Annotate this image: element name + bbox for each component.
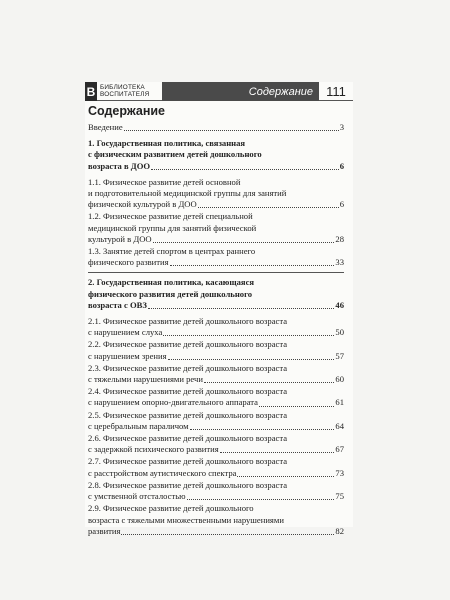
dot-leader — [237, 476, 334, 477]
toc-entry-text-line: с физическим развитием детей дошкольного — [88, 149, 262, 160]
toc-entry-text-line: 2.2. Физическое развитие детей дошкольного возраста — [88, 339, 288, 350]
toc-entry-last-line — [88, 234, 344, 245]
section-title-band — [162, 82, 319, 101]
toc-section-1-list — [88, 177, 344, 269]
toc-entry[interactable] — [88, 456, 344, 478]
toc-entry-text-line: 1.3. Занятие детей спортом в центрах раннего — [88, 246, 256, 257]
logo-letter: В — [86, 84, 96, 99]
toc-entry-last-line — [88, 526, 344, 537]
toc-page-number: 75 — [335, 491, 344, 502]
toc-entry-last-line — [88, 122, 344, 133]
toc-page-number: 28 — [335, 233, 344, 244]
toc-entry-last-line — [88, 199, 344, 210]
toc-entry-text: с умственной отсталостью — [88, 491, 186, 502]
toc-entry[interactable] — [88, 503, 344, 537]
dot-leader — [170, 265, 335, 266]
toc-entry-text-line: 1. Государственная политика, связанная — [88, 138, 246, 149]
dot-leader — [148, 308, 334, 309]
toc-entry-last-line — [88, 397, 344, 408]
toc-entry-text-line: медицинской группы для занятий физической — [88, 222, 257, 233]
toc-entry[interactable] — [88, 177, 344, 211]
toc-entry-last-line — [88, 421, 344, 432]
toc-page-number: 73 — [335, 467, 344, 478]
toc-entry-text-line: возраста с тяжелыми множественными нарушениями — [88, 514, 284, 525]
toc-entry-text: с нарушением зрения — [88, 350, 167, 361]
toc-entry-text-line: 1.1. Физическое развитие детей основной — [88, 176, 241, 187]
toc-entry[interactable] — [88, 246, 344, 268]
series-name — [97, 82, 162, 101]
toc-page-number: 50 — [335, 327, 344, 338]
series-line-1: БИБЛИОТЕКА — [100, 83, 145, 91]
toc-entry-text-line: 2.5. Физическое развитие детей дошкольного возраста — [88, 409, 288, 420]
toc-entry-last-line — [88, 161, 344, 172]
toc-entry-last-line — [88, 468, 344, 479]
dot-leader — [187, 499, 335, 500]
toc-entry-last-line — [88, 374, 344, 385]
dot-leader — [190, 429, 335, 430]
dot-leader — [151, 169, 339, 170]
toc-entry-text: Введение — [88, 122, 123, 132]
toc-entry-last-line — [88, 300, 344, 311]
dot-leader — [220, 452, 335, 453]
toc-entry-last-line — [88, 327, 344, 338]
toc-chapter-1[interactable] — [88, 138, 344, 172]
toc-entry[interactable] — [88, 386, 344, 408]
toc-page-number: 61 — [335, 397, 344, 408]
toc-entry-text: культурой в ДОО — [88, 233, 152, 244]
toc-entry-text-line: физического развития детей дошкольного — [88, 288, 253, 299]
toc-entry-text: физической культурой в ДОО — [88, 199, 197, 210]
toc-entry[interactable] — [88, 480, 344, 502]
table-of-contents — [88, 104, 344, 538]
toc-entry-last-line — [88, 444, 344, 455]
toc-page-number: 82 — [335, 525, 344, 536]
toc-page-number: 33 — [335, 257, 344, 268]
toc-entry-text-line: 2.3. Физическое развитие детей дошкольного возраста — [88, 362, 288, 373]
dot-leader — [168, 359, 335, 360]
toc-section-2-list — [88, 316, 344, 537]
toc-entry-text-line: 2.9. Физическое развитие детей дошкольного — [88, 503, 254, 514]
toc-page-number: 6 — [339, 160, 344, 171]
toc-entry-text: возраста с ОВЗ — [88, 299, 147, 310]
toc-entry-text-line: 1.2. Физическое развитие детей специальной — [88, 211, 253, 222]
toc-entry-text: физического развития — [88, 257, 169, 268]
toc-chapter-2[interactable] — [88, 277, 344, 311]
toc-entry-last-line — [88, 351, 344, 362]
toc-page-number: 64 — [335, 420, 344, 431]
dot-leader — [198, 207, 339, 208]
toc-entry-text: с тяжелыми нарушениями речи — [88, 374, 203, 385]
toc-entry-intro[interactable] — [88, 122, 344, 133]
chapter-divider — [88, 272, 344, 273]
page-header — [85, 82, 353, 101]
toc-entry-text: развития — [88, 525, 121, 536]
series-line-2: ВОСПИТАТЕЛЯ — [100, 91, 150, 98]
toc-page-number: 3 — [339, 122, 344, 132]
toc-entry[interactable] — [88, 363, 344, 385]
toc-entry-text-line: 2.1. Физическое развитие детей дошкольного возраста — [88, 316, 288, 327]
toc-entry[interactable] — [88, 410, 344, 432]
dot-leader — [124, 130, 339, 131]
toc-page-number: 67 — [335, 444, 344, 455]
dot-leader — [121, 534, 334, 535]
toc-entry-text: с расстройством аутистического спектра — [88, 467, 237, 478]
toc-entry-text: с задержкой психического развития — [88, 444, 219, 455]
dot-leader — [204, 382, 334, 383]
toc-entry-text-line: 2.4. Физическое развитие детей дошкольного возраста — [88, 386, 288, 397]
toc-entry-text-line: 2.8. Физическое развитие детей дошкольного возраста — [88, 479, 288, 490]
toc-entry[interactable] — [88, 433, 344, 455]
toc-page-number: 46 — [335, 299, 344, 310]
toc-entry[interactable] — [88, 211, 344, 245]
toc-entry-text-line: 2.7. Физическое развитие детей дошкольного возраста — [88, 456, 288, 467]
dot-leader — [163, 335, 334, 336]
toc-heading: Содержание — [88, 104, 166, 118]
toc-entry-text-line: и подготовительной медицинской группы для занятий — [88, 188, 287, 199]
toc-page-number: 57 — [335, 350, 344, 361]
toc-entry-text: с нарушением опорно-двигательного аппарата — [88, 397, 258, 408]
toc-entry-text-line: 2.6. Физическое развитие детей дошкольного возраста — [88, 433, 288, 444]
toc-page-number: 60 — [335, 374, 344, 385]
toc-entry[interactable] — [88, 316, 344, 338]
toc-page-number: 6 — [339, 199, 344, 210]
series-logo — [85, 82, 97, 101]
toc-entry-last-line — [88, 491, 344, 502]
toc-entry[interactable] — [88, 339, 344, 361]
dot-leader — [259, 406, 334, 407]
page-number: 111 — [319, 82, 353, 101]
toc-entry-text: возраста в ДОО — [88, 160, 151, 171]
toc-entry-text: с нарушением слуха — [88, 327, 163, 338]
dot-leader — [153, 242, 335, 243]
toc-entry-text: с церебральным параличом — [88, 420, 189, 431]
toc-entry-text-line: 2. Государственная политика, касающаяся — [88, 277, 255, 288]
section-title: Содержание — [248, 85, 313, 98]
toc-entry-last-line — [88, 257, 344, 268]
